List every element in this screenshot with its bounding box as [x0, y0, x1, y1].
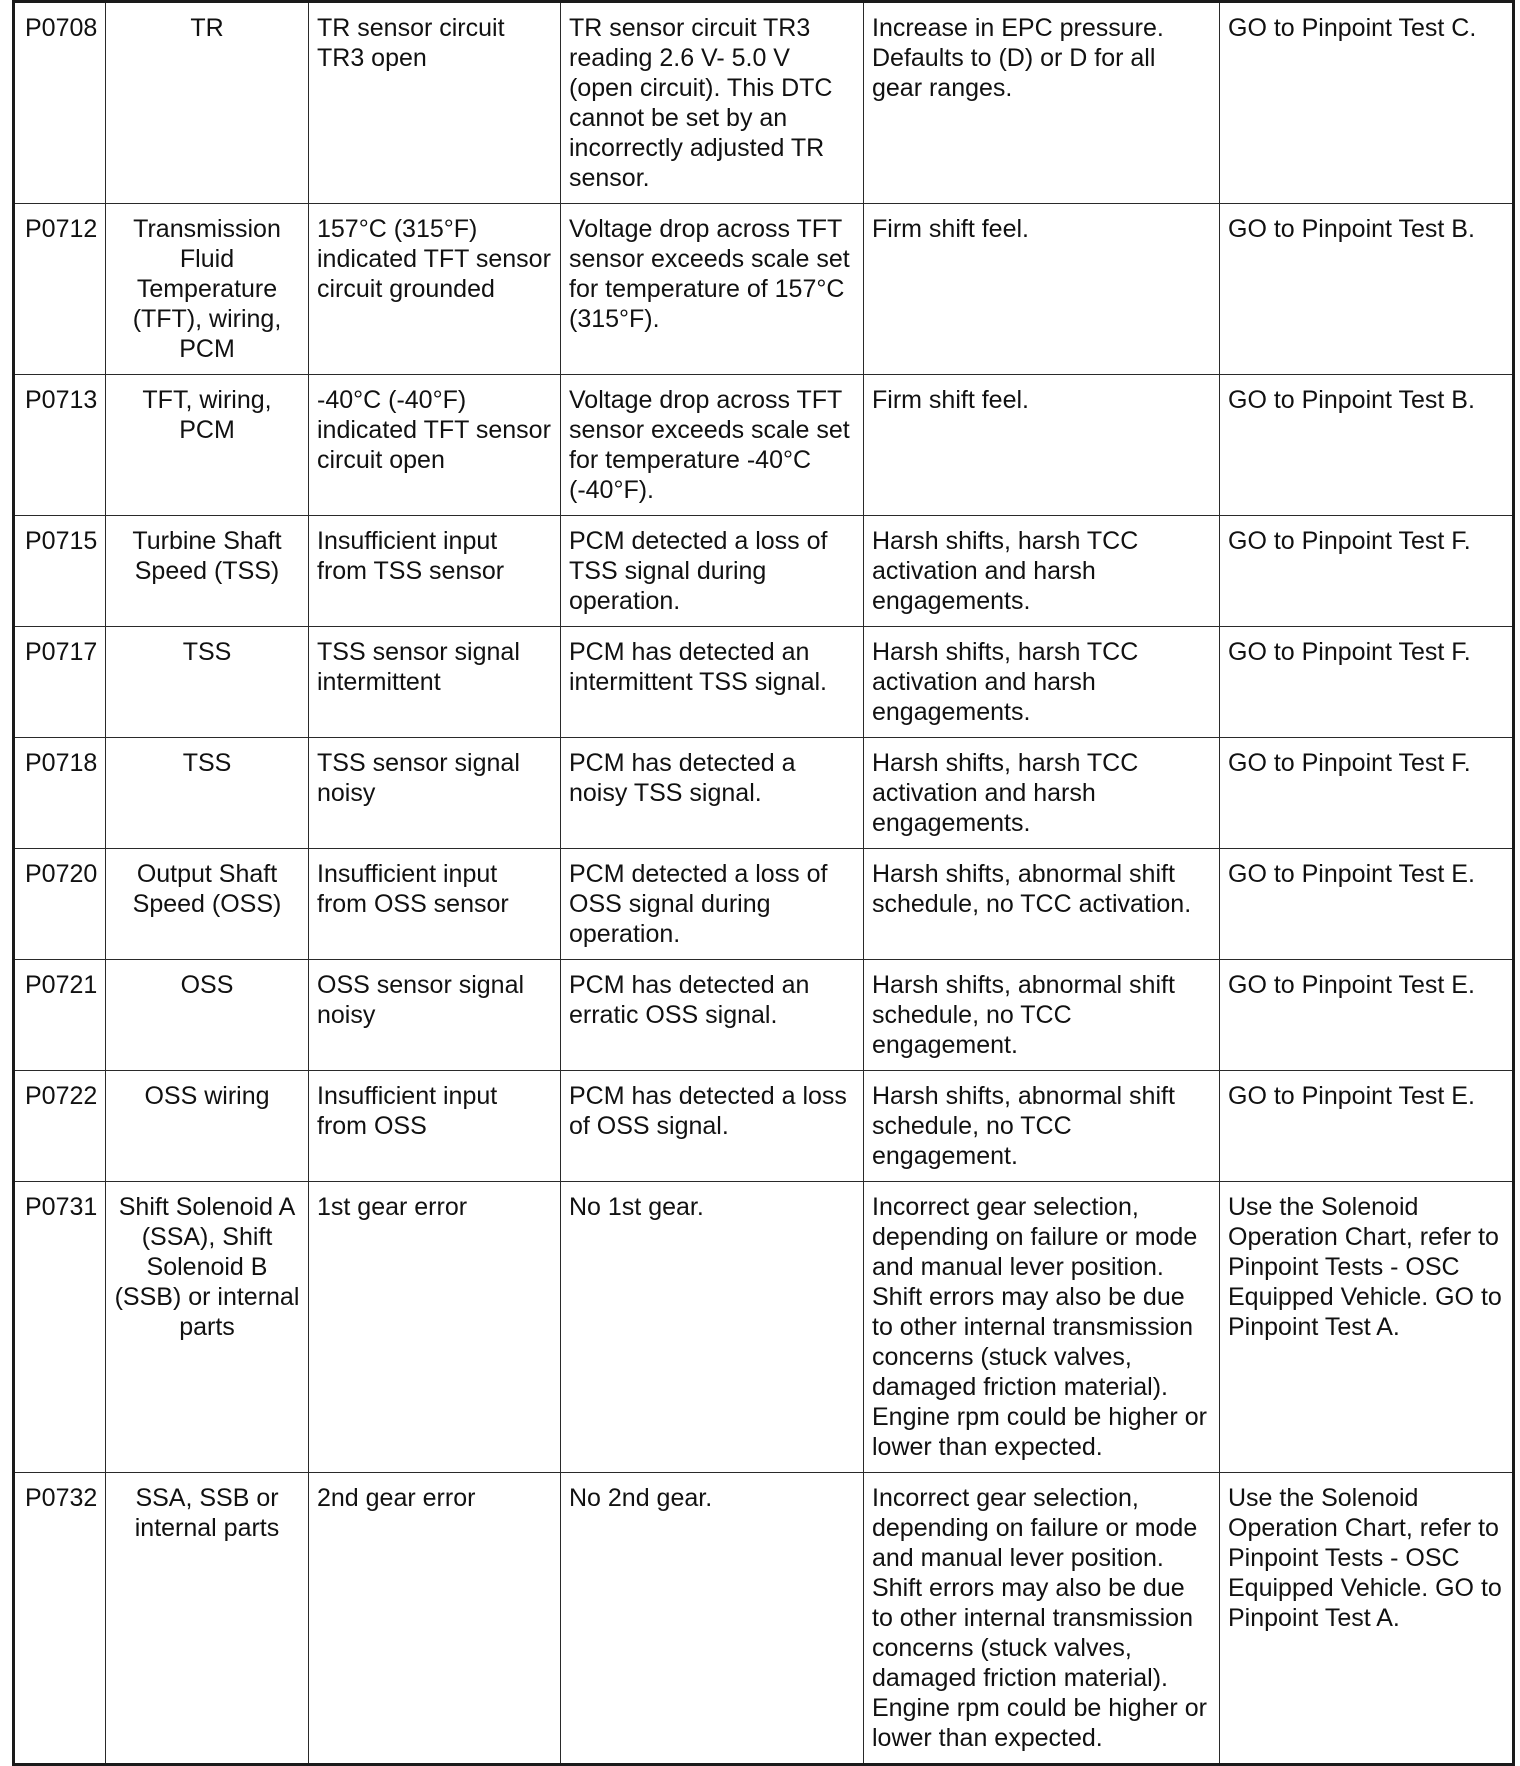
dtc-code-cell: P0712 — [14, 204, 106, 375]
dtc-code-cell: P0708 — [14, 2, 106, 204]
action-cell: GO to Pinpoint Test B. — [1220, 375, 1514, 516]
table-row — [14, 204, 1514, 375]
dtc-code-cell: P0718 — [14, 738, 106, 849]
description-cell: 157°C (315°F) indicated TFT sensor circuit grounded — [309, 204, 561, 375]
symptom-cell: Harsh shifts, abnormal shift schedule, no TCC activation. — [864, 849, 1220, 960]
component-cell: OSS — [106, 960, 309, 1071]
action-cell: Use the Solenoid Operation Chart, refer to Pinpoint Tests - OSC Equipped Vehicle. GO to Pinpoint Test A. — [1220, 1473, 1514, 1765]
table-row — [14, 2, 1514, 204]
table-row — [14, 1182, 1514, 1473]
dtc-table — [12, 0, 1515, 1766]
component-cell: TSS — [106, 627, 309, 738]
condition-cell: TR sensor circuit TR3 reading 2.6 V- 5.0 V (open circuit). This DTC cannot be set by an incorrectly adjusted TR sensor. — [561, 2, 864, 204]
dtc-code-cell: P0722 — [14, 1071, 106, 1182]
symptom-cell: Incorrect gear selection, depending on failure or mode and manual lever position. Shift errors may also be due to other internal transmission concerns (stuck valves, damaged friction material). Engine rpm could be higher or lower than expected. — [864, 1182, 1220, 1473]
symptom-cell: Harsh shifts, abnormal shift schedule, no TCC engagement. — [864, 960, 1220, 1071]
dtc-code-cell: P0732 — [14, 1473, 106, 1765]
symptom-cell: Firm shift feel. — [864, 375, 1220, 516]
description-cell: OSS sensor signal noisy — [309, 960, 561, 1071]
condition-cell: PCM has detected an erratic OSS signal. — [561, 960, 864, 1071]
symptom-cell: Increase in EPC pressure. Defaults to (D) or D for all gear ranges. — [864, 2, 1220, 204]
component-cell: TR — [106, 2, 309, 204]
action-cell: GO to Pinpoint Test F. — [1220, 516, 1514, 627]
description-cell: Insufficient input from OSS — [309, 1071, 561, 1182]
table-row — [14, 849, 1514, 960]
dtc-code-cell: P0713 — [14, 375, 106, 516]
description-cell: Insufficient input from OSS sensor — [309, 849, 561, 960]
action-cell: GO to Pinpoint Test E. — [1220, 849, 1514, 960]
component-cell: OSS wiring — [106, 1071, 309, 1182]
description-cell: Insufficient input from TSS sensor — [309, 516, 561, 627]
description-cell: TSS sensor signal intermittent — [309, 627, 561, 738]
table-row — [14, 516, 1514, 627]
description-cell: TR sensor circuit TR3 open — [309, 2, 561, 204]
symptom-cell: Incorrect gear selection, depending on failure or mode and manual lever position. Shift errors may also be due to other internal transmission concerns (stuck valves, damaged friction material). Engine rpm could be higher or lower than expected. — [864, 1473, 1220, 1765]
dtc-table-container — [12, 0, 1512, 1766]
symptom-cell: Harsh shifts, abnormal shift schedule, no TCC engagement. — [864, 1071, 1220, 1182]
component-cell: SSA, SSB or internal parts — [106, 1473, 309, 1765]
condition-cell: PCM has detected a noisy TSS signal. — [561, 738, 864, 849]
symptom-cell: Harsh shifts, harsh TCC activation and harsh engagements. — [864, 627, 1220, 738]
table-row — [14, 1071, 1514, 1182]
description-cell: 1st gear error — [309, 1182, 561, 1473]
dtc-code-cell: P0715 — [14, 516, 106, 627]
action-cell: GO to Pinpoint Test F. — [1220, 627, 1514, 738]
table-row — [14, 738, 1514, 849]
component-cell: Output Shaft Speed (OSS) — [106, 849, 309, 960]
condition-cell: PCM detected a loss of TSS signal during operation. — [561, 516, 864, 627]
symptom-cell: Harsh shifts, harsh TCC activation and harsh engagements. — [864, 516, 1220, 627]
action-cell: GO to Pinpoint Test E. — [1220, 960, 1514, 1071]
condition-cell: PCM has detected an intermittent TSS signal. — [561, 627, 864, 738]
description-cell: TSS sensor signal noisy — [309, 738, 561, 849]
condition-cell: No 1st gear. — [561, 1182, 864, 1473]
dtc-code-cell: P0717 — [14, 627, 106, 738]
dtc-code-cell: P0720 — [14, 849, 106, 960]
description-cell: 2nd gear error — [309, 1473, 561, 1765]
table-row — [14, 627, 1514, 738]
dtc-code-cell: P0731 — [14, 1182, 106, 1473]
dtc-code-cell: P0721 — [14, 960, 106, 1071]
component-cell: TFT, wiring, PCM — [106, 375, 309, 516]
action-cell: GO to Pinpoint Test B. — [1220, 204, 1514, 375]
condition-cell: PCM detected a loss of OSS signal during operation. — [561, 849, 864, 960]
action-cell: GO to Pinpoint Test F. — [1220, 738, 1514, 849]
table-row — [14, 375, 1514, 516]
component-cell: Shift Solenoid A (SSA), Shift Solenoid B (SSB) or internal parts — [106, 1182, 309, 1473]
action-cell: GO to Pinpoint Test C. — [1220, 2, 1514, 204]
condition-cell: Voltage drop across TFT sensor exceeds scale set for temperature of 157°C (315°F). — [561, 204, 864, 375]
component-cell: Turbine Shaft Speed (TSS) — [106, 516, 309, 627]
component-cell: Transmission Fluid Temperature (TFT), wiring, PCM — [106, 204, 309, 375]
action-cell: Use the Solenoid Operation Chart, refer to Pinpoint Tests - OSC Equipped Vehicle. GO to Pinpoint Test A. — [1220, 1182, 1514, 1473]
table-row — [14, 1473, 1514, 1765]
symptom-cell: Firm shift feel. — [864, 204, 1220, 375]
component-cell: TSS — [106, 738, 309, 849]
action-cell: GO to Pinpoint Test E. — [1220, 1071, 1514, 1182]
condition-cell: Voltage drop across TFT sensor exceeds scale set for temperature -40°C (-40°F). — [561, 375, 864, 516]
condition-cell: PCM has detected a loss of OSS signal. — [561, 1071, 864, 1182]
symptom-cell: Harsh shifts, harsh TCC activation and harsh engagements. — [864, 738, 1220, 849]
condition-cell: No 2nd gear. — [561, 1473, 864, 1765]
description-cell: -40°C (-40°F) indicated TFT sensor circuit open — [309, 375, 561, 516]
table-row — [14, 960, 1514, 1071]
